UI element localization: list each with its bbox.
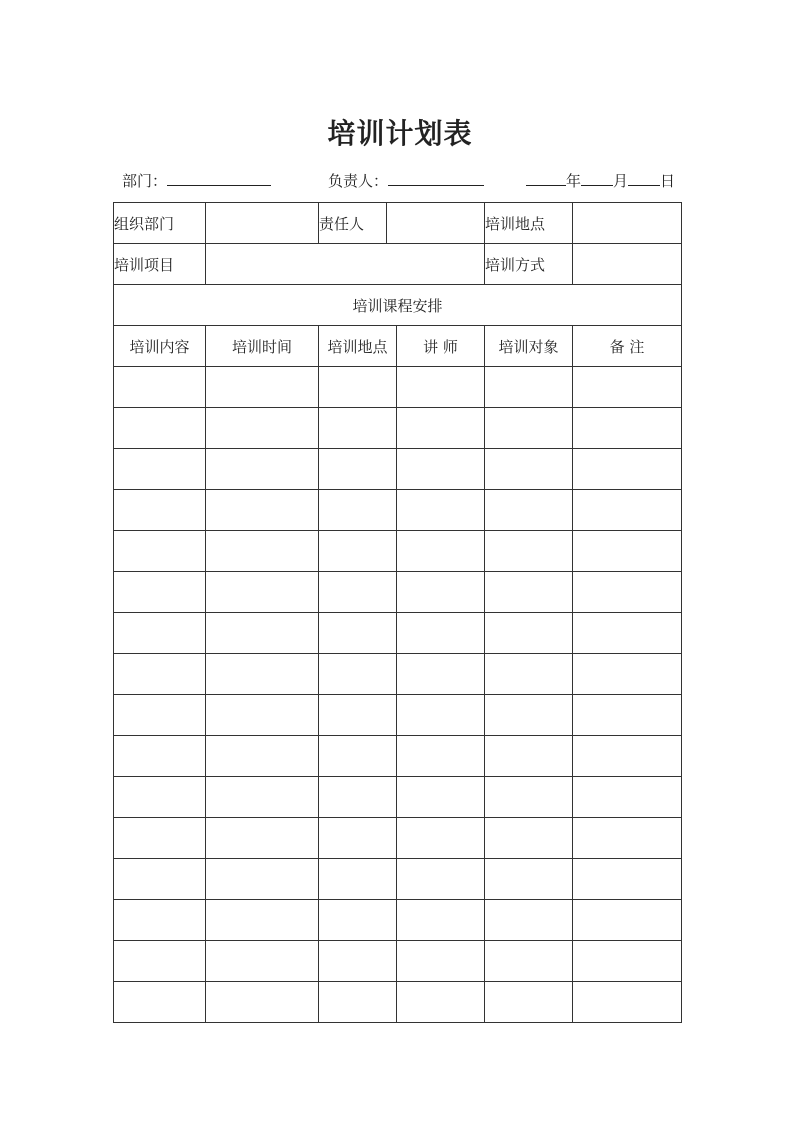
info-row-2 [114, 244, 682, 285]
meta-line [0, 170, 800, 194]
cell-time[interactable] [206, 613, 319, 654]
cell-time[interactable] [206, 490, 319, 531]
cell-content[interactable] [114, 818, 206, 859]
cell-lecturer[interactable] [397, 613, 485, 654]
cell-remarks[interactable] [573, 859, 682, 900]
cell-content[interactable] [114, 859, 206, 900]
cell-remarks[interactable] [573, 818, 682, 859]
cell-lecturer[interactable] [397, 859, 485, 900]
cell-audience[interactable] [485, 490, 573, 531]
owner-label: 负责人： [328, 172, 389, 190]
cell-time[interactable] [206, 900, 319, 941]
cell-content[interactable] [114, 900, 206, 941]
cell-audience[interactable] [485, 982, 573, 1023]
cell-time[interactable] [206, 572, 319, 613]
cell-location[interactable] [319, 613, 397, 654]
cell-location[interactable] [319, 818, 397, 859]
cell-location[interactable] [319, 982, 397, 1023]
schedule-title: 培训课程安排 [114, 285, 682, 326]
col-header-lecturer: 讲 师 [397, 326, 485, 367]
col-header-audience: 培训对象 [485, 326, 573, 367]
table-row [114, 408, 682, 449]
cell-location[interactable] [319, 367, 397, 408]
cell-audience[interactable] [485, 859, 573, 900]
table-row [114, 613, 682, 654]
cell-audience[interactable] [485, 941, 573, 982]
org-dept-input[interactable] [206, 203, 319, 244]
table-row [114, 531, 682, 572]
cell-time[interactable] [206, 531, 319, 572]
cell-content[interactable] [114, 695, 206, 736]
cell-content[interactable] [114, 941, 206, 982]
cell-remarks[interactable] [573, 367, 682, 408]
col-header-time: 培训时间 [206, 326, 319, 367]
cell-location[interactable] [319, 490, 397, 531]
table-row [114, 859, 682, 900]
table-row [114, 982, 682, 1023]
cell-lecturer[interactable] [397, 490, 485, 531]
cell-content[interactable] [114, 613, 206, 654]
cell-content[interactable] [114, 367, 206, 408]
cell-lecturer[interactable] [397, 695, 485, 736]
cell-content[interactable] [114, 736, 206, 777]
cell-audience[interactable] [485, 408, 573, 449]
header-row [114, 326, 682, 367]
year-label: 年 [566, 172, 582, 190]
cell-audience[interactable] [485, 449, 573, 490]
cell-remarks[interactable] [573, 695, 682, 736]
cell-remarks[interactable] [573, 941, 682, 982]
col-header-location: 培训地点 [319, 326, 397, 367]
date-field[interactable] [526, 170, 675, 191]
year-blank[interactable] [526, 171, 566, 186]
table-row [114, 777, 682, 818]
cell-lecturer[interactable] [397, 941, 485, 982]
table-row [114, 695, 682, 736]
cell-audience[interactable] [485, 818, 573, 859]
department-blank[interactable] [167, 171, 271, 186]
responsible-label: 责任人 [319, 203, 387, 244]
table-row [114, 941, 682, 982]
cell-audience[interactable] [485, 531, 573, 572]
cell-lecturer[interactable] [397, 654, 485, 695]
day-blank[interactable] [628, 171, 660, 186]
table-row [114, 572, 682, 613]
cell-lecturer[interactable] [397, 449, 485, 490]
cell-content[interactable] [114, 572, 206, 613]
project-input[interactable] [206, 244, 485, 285]
info-row-1 [114, 203, 682, 244]
cell-lecturer[interactable] [397, 367, 485, 408]
cell-time[interactable] [206, 982, 319, 1023]
cell-remarks[interactable] [573, 777, 682, 818]
cell-location[interactable] [319, 531, 397, 572]
org-dept-label: 组织部门 [114, 203, 206, 244]
cell-time[interactable] [206, 367, 319, 408]
cell-remarks[interactable] [573, 408, 682, 449]
cell-audience[interactable] [485, 695, 573, 736]
table-row [114, 654, 682, 695]
month-label: 月 [613, 172, 629, 190]
month-blank[interactable] [581, 171, 613, 186]
cell-content[interactable] [114, 777, 206, 818]
training-plan-table [113, 202, 682, 1023]
cell-location[interactable] [319, 941, 397, 982]
cell-content[interactable] [114, 449, 206, 490]
cell-location[interactable] [319, 777, 397, 818]
location-input[interactable] [573, 203, 682, 244]
cell-content[interactable] [114, 408, 206, 449]
cell-lecturer[interactable] [397, 408, 485, 449]
page-title: 培训计划表 [327, 117, 473, 150]
owner-blank[interactable] [388, 171, 484, 186]
location-label: 培训地点 [485, 203, 573, 244]
cell-time[interactable] [206, 449, 319, 490]
cell-location[interactable] [319, 572, 397, 613]
cell-audience[interactable] [485, 736, 573, 777]
col-header-remarks: 备 注 [573, 326, 682, 367]
cell-remarks[interactable] [573, 449, 682, 490]
cell-time[interactable] [206, 736, 319, 777]
cell-lecturer[interactable] [397, 736, 485, 777]
cell-remarks[interactable] [573, 900, 682, 941]
cell-time[interactable] [206, 654, 319, 695]
cell-time[interactable] [206, 408, 319, 449]
method-label: 培训方式 [485, 244, 573, 285]
table-row [114, 900, 682, 941]
col-header-content: 培训内容 [114, 326, 206, 367]
cell-lecturer[interactable] [397, 982, 485, 1023]
cell-time[interactable] [206, 777, 319, 818]
cell-location[interactable] [319, 859, 397, 900]
cell-content[interactable] [114, 490, 206, 531]
cell-time[interactable] [206, 818, 319, 859]
cell-lecturer[interactable] [397, 572, 485, 613]
table-row [114, 736, 682, 777]
cell-audience[interactable] [485, 367, 573, 408]
cell-remarks[interactable] [573, 613, 682, 654]
cell-remarks[interactable] [573, 736, 682, 777]
cell-audience[interactable] [485, 572, 573, 613]
schedule-title-row [114, 285, 682, 326]
cell-audience[interactable] [485, 777, 573, 818]
cell-lecturer[interactable] [397, 777, 485, 818]
table-row [114, 449, 682, 490]
department-label: 部门： [122, 172, 168, 190]
cell-location[interactable] [319, 736, 397, 777]
responsible-input[interactable] [387, 203, 485, 244]
cell-audience[interactable] [485, 613, 573, 654]
cell-time[interactable] [206, 695, 319, 736]
cell-location[interactable] [319, 449, 397, 490]
cell-location[interactable] [319, 900, 397, 941]
table-row [114, 490, 682, 531]
day-label: 日 [660, 172, 676, 190]
table-row [114, 818, 682, 859]
cell-time[interactable] [206, 941, 319, 982]
cell-lecturer[interactable] [397, 531, 485, 572]
cell-remarks[interactable] [573, 572, 682, 613]
cell-remarks[interactable] [573, 654, 682, 695]
cell-location[interactable] [319, 695, 397, 736]
cell-content[interactable] [114, 531, 206, 572]
cell-location[interactable] [319, 654, 397, 695]
department-field[interactable] [122, 170, 271, 191]
method-input[interactable] [573, 244, 682, 285]
cell-audience[interactable] [485, 900, 573, 941]
cell-lecturer[interactable] [397, 818, 485, 859]
project-label: 培训项目 [114, 244, 206, 285]
cell-audience[interactable] [485, 654, 573, 695]
table-row [114, 367, 682, 408]
cell-content[interactable] [114, 654, 206, 695]
cell-remarks[interactable] [573, 982, 682, 1023]
cell-remarks[interactable] [573, 490, 682, 531]
cell-lecturer[interactable] [397, 900, 485, 941]
cell-remarks[interactable] [573, 531, 682, 572]
cell-location[interactable] [319, 408, 397, 449]
cell-content[interactable] [114, 982, 206, 1023]
owner-field[interactable] [328, 170, 484, 191]
cell-time[interactable] [206, 859, 319, 900]
